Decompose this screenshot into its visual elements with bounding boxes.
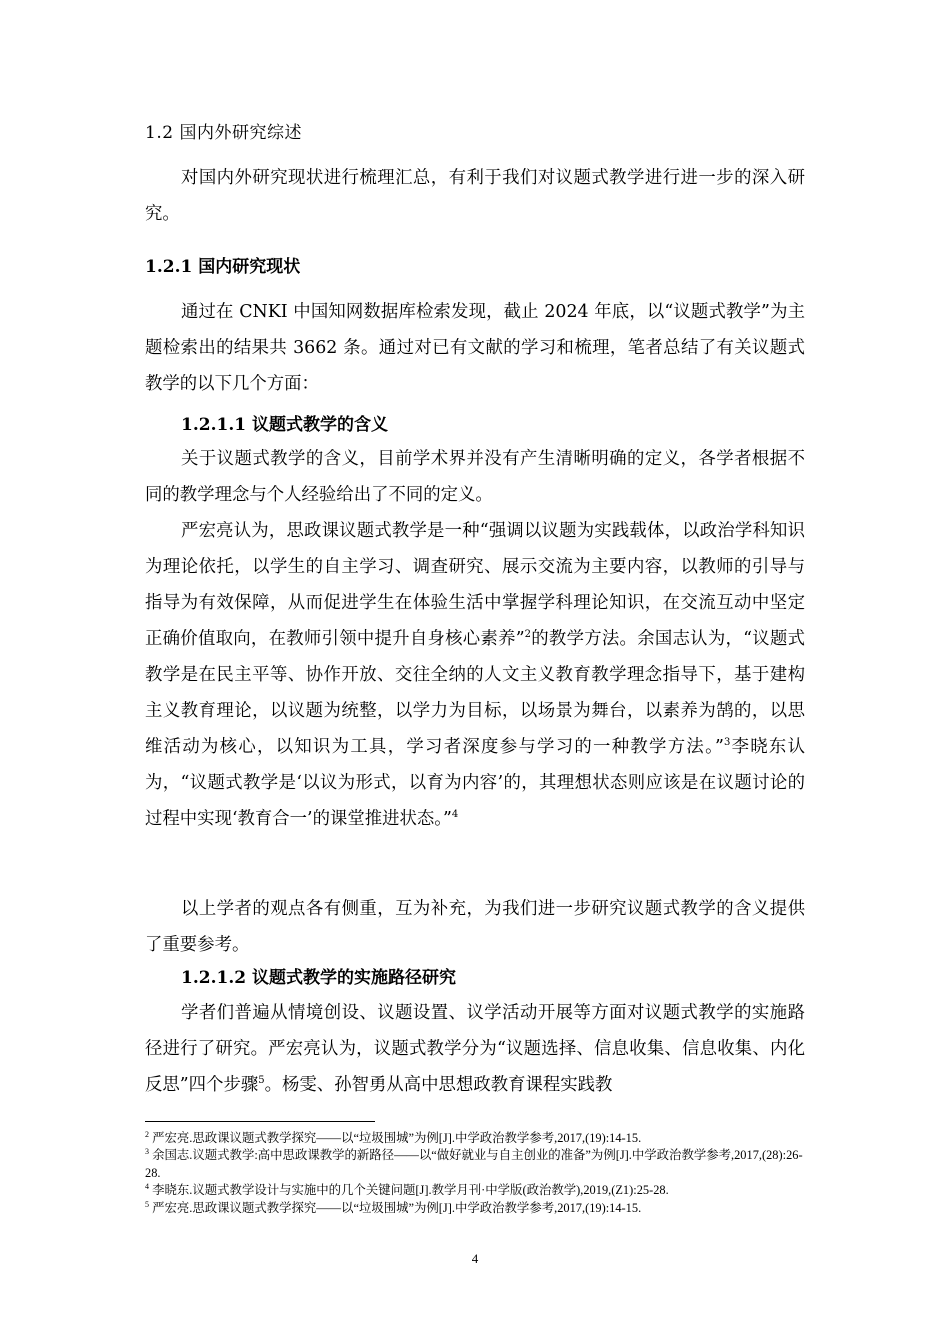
footnote-5-text: 严宏亮.思政课议题式教学探究——以“垃圾围城”为例[J].中学政治教学参考,2017,(19):14-15. bbox=[152, 1200, 642, 1215]
page-number: 4 bbox=[471, 1251, 479, 1266]
footnote-3-text: 余国志.议题式教学:高中思政课教学的新路径——以“做好就业与自主创业的准备”为例[J].中学政治教学参考,2017,(28):26-28. bbox=[145, 1148, 803, 1180]
meaning-paragraph-3: 以上学者的观点各有侧重，互为补充，为我们进一步研究议题式教学的含义提供了重要参考。 bbox=[145, 899, 805, 955]
section-intro-paragraph: 对国内外研究现状进行梳理汇总，有利于我们对议题式教学进行进一步的深入研究。 bbox=[145, 168, 805, 224]
footnote-4-number: 4 bbox=[145, 1182, 149, 1192]
meaning-p2-part-c: 李晓东认为，“议题式教学是‘以议为形式，以育为内容’的，其理想状态则应该是在议题讨论的过程中实现‘教育合一’的课堂推进状态。” bbox=[145, 737, 805, 829]
domestic-intro-paragraph: 通过在 CNKI 中国知网数据库检索发现，截止 2024 年底，以“议题式教学”为主题检索出的结果共 3662 条。通过对已有文献的学习和梳理，笔者总结了有关议题式教学的以下几个方面： bbox=[145, 302, 805, 394]
meaning-paragraph-2 bbox=[145, 513, 805, 837]
footnote-2-text: 严宏亮.思政课议题式教学探究——以“垃圾围城”为例[J].中学政治教学参考,2017,(19):14-15. bbox=[152, 1131, 642, 1145]
footnote-5-number: 5 bbox=[145, 1199, 149, 1209]
meaning-heading: 1.2.1.1 议题式教学的含义 bbox=[181, 415, 388, 435]
footnote-4-text: 李晓东.议题式教学设计与实施中的几个关键问题[J].教学月刊·中学版(政治教学),2019,(Z1):25-28. bbox=[152, 1183, 669, 1198]
meaning-p2-part-b: 的教学方法。余国志认为，“议题式教学是在民主平等、协作开放、交往全纳的人文主义教育教学理念指导下，基于建构主义教育理论，以议题为统整，以学力为目标，以场景为舞台，以素养为鹄的，以思维活动为核心，以知识为工具，学习者深度参与学习的一种教学方法。” bbox=[145, 629, 805, 757]
implementation-path-paragraph bbox=[145, 995, 805, 1103]
implementation-path-heading: 1.2.1.2 议题式教学的实施路径研究 bbox=[181, 968, 456, 988]
footnote-5 bbox=[145, 1200, 805, 1217]
footnote-3-number: 3 bbox=[145, 1147, 149, 1157]
path-p1-part-a: 学者们普遍从情境创设、议题设置、议学活动开展等方面对议题式教学的实施路径进行了研究。严宏亮认为，议题式教学分为“议题选择、信息收集、信息收集、内化反思”四个步骤 bbox=[145, 1003, 805, 1095]
meaning-p2-part-a: 严宏亮认为，思政课议题式教学是一种“强调以议题为实践载体，以政治学科知识为理论依托，以学生的自主学习、调查研究、展示交流为主要内容，以教师的引导与指导为有效保障，从而促进学生在体验生活中掌握学科理论知识，在交流互动中坚定正确价值取向，在教师引领中提升自身核心素养” bbox=[145, 521, 805, 649]
footnote-2 bbox=[145, 1130, 805, 1147]
footnote-ref-5: 5 bbox=[258, 1075, 265, 1087]
domestic-research-heading: 1.2.1 国内研究现状 bbox=[145, 257, 301, 277]
path-p1-part-b: 。杨雯、孙智勇从高中思想政教育课程实践教 bbox=[264, 1075, 613, 1095]
footnote-3 bbox=[145, 1147, 805, 1182]
section-heading: 1.2 国内外研究综述 bbox=[145, 123, 302, 143]
footnote-4 bbox=[145, 1182, 805, 1199]
footnote-ref-2: 2 bbox=[524, 629, 532, 641]
meaning-paragraph-1: 关于议题式教学的含义，目前学术界并没有产生清晰明确的定义，各学者根据不同的教学理念与个人经验给出了不同的定义。 bbox=[145, 449, 805, 505]
footnote-2-number: 2 bbox=[145, 1129, 149, 1139]
footnote-separator bbox=[145, 1121, 375, 1122]
footnote-ref-3: 3 bbox=[723, 737, 731, 749]
footnote-ref-4: 4 bbox=[451, 809, 459, 821]
footnotes bbox=[145, 1130, 805, 1217]
